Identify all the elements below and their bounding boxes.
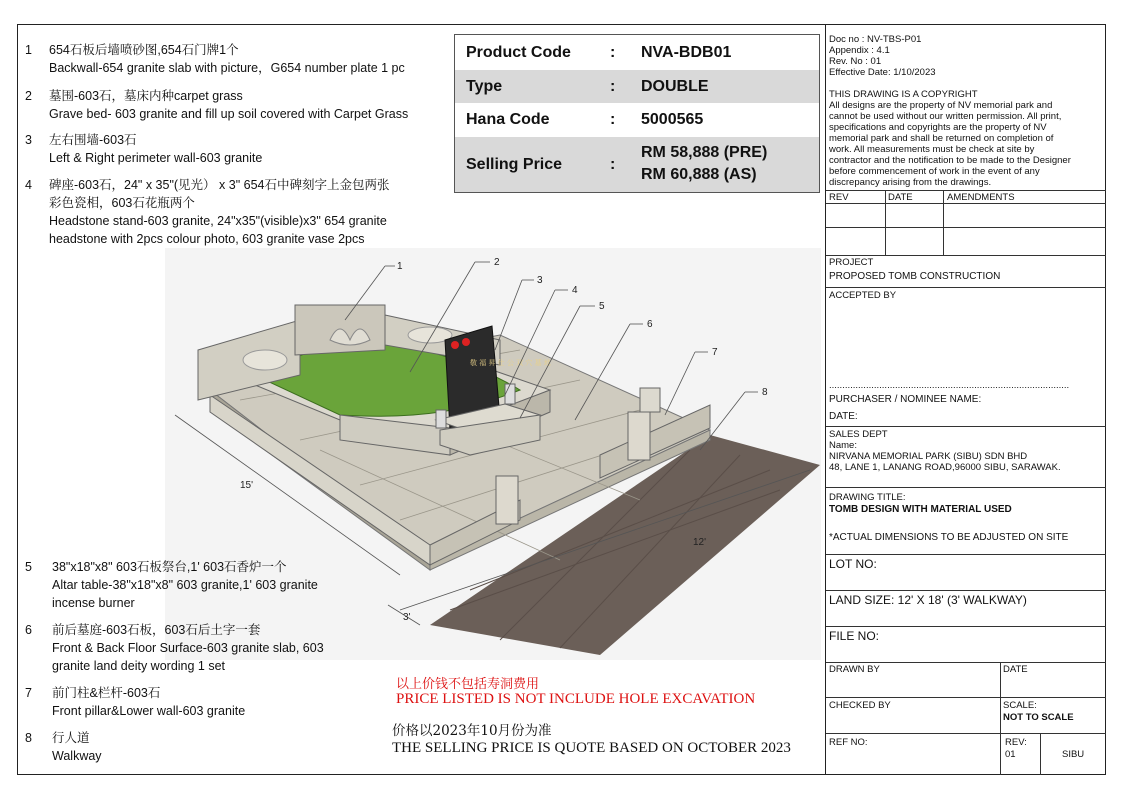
scale-value: NOT TO SCALE: [1003, 712, 1074, 723]
sales-line: NIRVANA MEMORIAL PARK (SIBU) SDN BHD: [829, 451, 1028, 462]
rev-label: REV:: [1005, 737, 1027, 748]
note-line: Front pillar&Lower wall-603 granite: [52, 704, 246, 718]
callout-4: 4: [572, 285, 578, 296]
note-line: incense burner: [52, 596, 135, 610]
headstone-text: 敬 福 昇 仕 公 双 穴 墓 地: [470, 359, 551, 367]
effective-date: Effective Date: 1/10/2023: [829, 67, 936, 78]
note-number: 8: [25, 731, 32, 745]
note-line: 行人道: [52, 731, 90, 745]
row-value: 5000565: [641, 111, 704, 128]
purchaser-date: DATE:: [829, 411, 858, 422]
price-basis-en: THE SELLING PRICE IS QUOTE BASED ON OCTOBER 2023: [392, 740, 791, 756]
copyright-line: All designs are the property of NV memorial park and: [829, 100, 1053, 111]
row-colon: :: [610, 77, 616, 95]
sales-line: SALES DEPT: [829, 429, 888, 440]
project-label: PROJECT: [829, 257, 874, 268]
appendix: Appendix : 4.1: [829, 45, 890, 56]
lot-no: LOT NO:: [829, 557, 877, 571]
purchaser-name: PURCHASER / NOMINEE NAME:: [829, 394, 982, 405]
grid-line: [826, 426, 1106, 427]
note-line: 前后墓庭-603石板，603石后土字一套: [52, 623, 261, 637]
grid-line: [826, 287, 1106, 288]
callout-2: 2: [494, 257, 500, 268]
grid-line: [826, 626, 1106, 627]
note-number: 1: [25, 43, 32, 57]
product-code-row: [455, 35, 819, 70]
grid-line: [826, 227, 1106, 228]
actual-dimensions-note: *ACTUAL DIMENSIONS TO BE ADJUSTED ON SITE: [829, 532, 1069, 543]
callout-6: 6: [647, 319, 653, 330]
dim-3: 3': [403, 612, 411, 623]
price-basis-cn: 价格以2023年10月份为准: [392, 723, 552, 739]
selling-price-row: [455, 137, 819, 192]
grid-line: [826, 487, 1106, 488]
ref-no: REF NO:: [829, 737, 868, 748]
note-line: Walkway: [52, 749, 102, 763]
note-number: 4: [25, 178, 32, 192]
note-line: Left & Right perimeter wall-603 granite: [49, 151, 263, 165]
note-line: 前门柱&栏杆-603石: [52, 686, 161, 700]
grid-line: [1040, 733, 1041, 775]
row-colon: :: [610, 155, 616, 173]
row-colon: :: [610, 111, 616, 128]
callout-7: 7: [712, 347, 718, 358]
copyright-notice: [829, 89, 1071, 188]
row-value: DOUBLE: [641, 77, 709, 95]
row-key: Hana Code: [466, 111, 550, 128]
row-key: Type: [466, 77, 503, 95]
note-number: 5: [25, 560, 32, 574]
row-value: [641, 142, 767, 186]
callout-5: 5: [599, 301, 605, 312]
land-size: LAND SIZE: 12' X 18' (3' WALKWAY): [829, 593, 1027, 607]
callout-8: 8: [762, 387, 768, 398]
note-number: 6: [25, 623, 32, 637]
callout-3: 3: [537, 275, 543, 286]
note-line: Front & Back Floor Surface-603 granite slab, 603: [52, 641, 324, 655]
grid-line: [1000, 662, 1001, 775]
copyright-line: before commencement of work in the event of any: [829, 166, 1040, 177]
note-line: 左右围墙-603石: [49, 133, 137, 147]
rev-header: REV: [829, 192, 849, 203]
row-key: Product Code: [466, 43, 571, 61]
sales-line: 48, LANE 1, LANANG ROAD,96000 SIBU, SARAWAK.: [829, 462, 1061, 473]
grid-line: [885, 190, 886, 255]
drawing-title: TOMB DESIGN WITH MATERIAL USED: [829, 504, 1012, 515]
grid-line: [826, 255, 1106, 256]
copyright-line: work. All measurements must be check at site by: [829, 144, 1035, 155]
location: SIBU: [1062, 749, 1085, 760]
date-header: DATE: [888, 192, 913, 203]
note-line: 654石板后墙喷砂图,654石门牌1个: [49, 43, 239, 57]
sales-line: Name:: [829, 440, 857, 451]
note-line: Headstone stand-603 granite, 24"x35"(visible)x3" 654 granite: [49, 214, 387, 228]
doc-info: [829, 34, 936, 78]
copyright-line: memorial park and shall be returned on completion of: [829, 133, 1054, 144]
note-line: Backwall-654 granite slab with picture，G654 number plate 1 pc: [49, 61, 405, 75]
price-note-cn-red: 以上价钱不包括寿洞费用: [396, 677, 540, 692]
note-line: headstone with 2pcs colour photo, 603 granite vase 2pcs: [49, 232, 365, 246]
grid-line: [826, 697, 1106, 698]
hana-code-row: [455, 103, 819, 137]
callout-1: 1: [397, 261, 403, 272]
row-colon: :: [610, 43, 616, 61]
file-no: FILE NO:: [829, 629, 880, 643]
note-line: 碑座-603石，24" x 35"(见光） x 3" 654石中碑刻字上金包两张: [49, 178, 390, 192]
row-key: Selling Price: [466, 155, 563, 173]
note-line: 彩色瓷相，603石花瓶两个: [49, 196, 195, 210]
copyright-line: cannot be used without our written permission. All print,: [829, 111, 1062, 122]
grid-line: [826, 662, 1106, 663]
note-line: Altar table-38"x18"x8" 603 granite,1' 603 granite: [52, 578, 318, 592]
amendments-header: AMENDMENTS: [947, 192, 1015, 203]
copyright-line: specifications and copyrights are the property of NV: [829, 122, 1047, 133]
project-value: PROPOSED TOMB CONSTRUCTION: [829, 271, 1001, 282]
scale-label: SCALE:: [1003, 700, 1037, 711]
checked-by: CHECKED BY: [829, 700, 891, 711]
price-pre: RM 58,888 (PRE): [641, 144, 768, 161]
price-note-en-red: PRICE LISTED IS NOT INCLUDE HOLE EXCAVATION: [396, 691, 756, 707]
grid-line: [826, 554, 1106, 555]
rev-value: 01: [1005, 749, 1016, 760]
signature-dots: ...........................................................................................: [829, 380, 1070, 391]
grid-line: [943, 190, 944, 255]
accepted-by: ACCEPTED BY: [829, 290, 897, 301]
sales-dept: [829, 429, 1061, 473]
dim-12: 12': [693, 537, 707, 548]
copyright-line: THIS DRAWING IS A COPYRIGHT: [829, 89, 978, 100]
price-as: RM 60,888 (AS): [641, 166, 757, 183]
grid-line: [826, 190, 1106, 191]
note-line: 38"x18"x8" 603石板祭台,1' 603石香炉一个: [52, 560, 287, 574]
row-value: NVA-BDB01: [641, 43, 732, 61]
copyright-line: discrepancy arising from the drawings.: [829, 177, 992, 188]
note-line: Grave bed- 603 granite and fill up soil covered with Carpet Grass: [49, 107, 409, 121]
grid-line: [826, 203, 1106, 204]
grid-line: [826, 733, 1106, 734]
product-table: [454, 34, 820, 193]
note-line: granite land deity wording 1 set: [52, 659, 226, 673]
drawn-date: DATE: [1003, 664, 1028, 675]
doc-no: Doc no : NV-TBS-P01: [829, 34, 922, 45]
drawing-title-label: DRAWING TITLE:: [829, 492, 906, 503]
note-number: 3: [25, 133, 32, 147]
note-number: 2: [25, 89, 32, 103]
drawn-by: DRAWN BY: [829, 664, 880, 675]
rev-no: Rev. No : 01: [829, 56, 882, 67]
note-line: 墓围-603石，墓床内种carpet grass: [49, 89, 243, 103]
copyright-line: contractor and the notification to be made to the Designer: [829, 155, 1071, 166]
dim-15: 15': [240, 480, 254, 491]
grid-line: [826, 590, 1106, 591]
type-row: [455, 70, 819, 103]
note-number: 7: [25, 686, 32, 700]
